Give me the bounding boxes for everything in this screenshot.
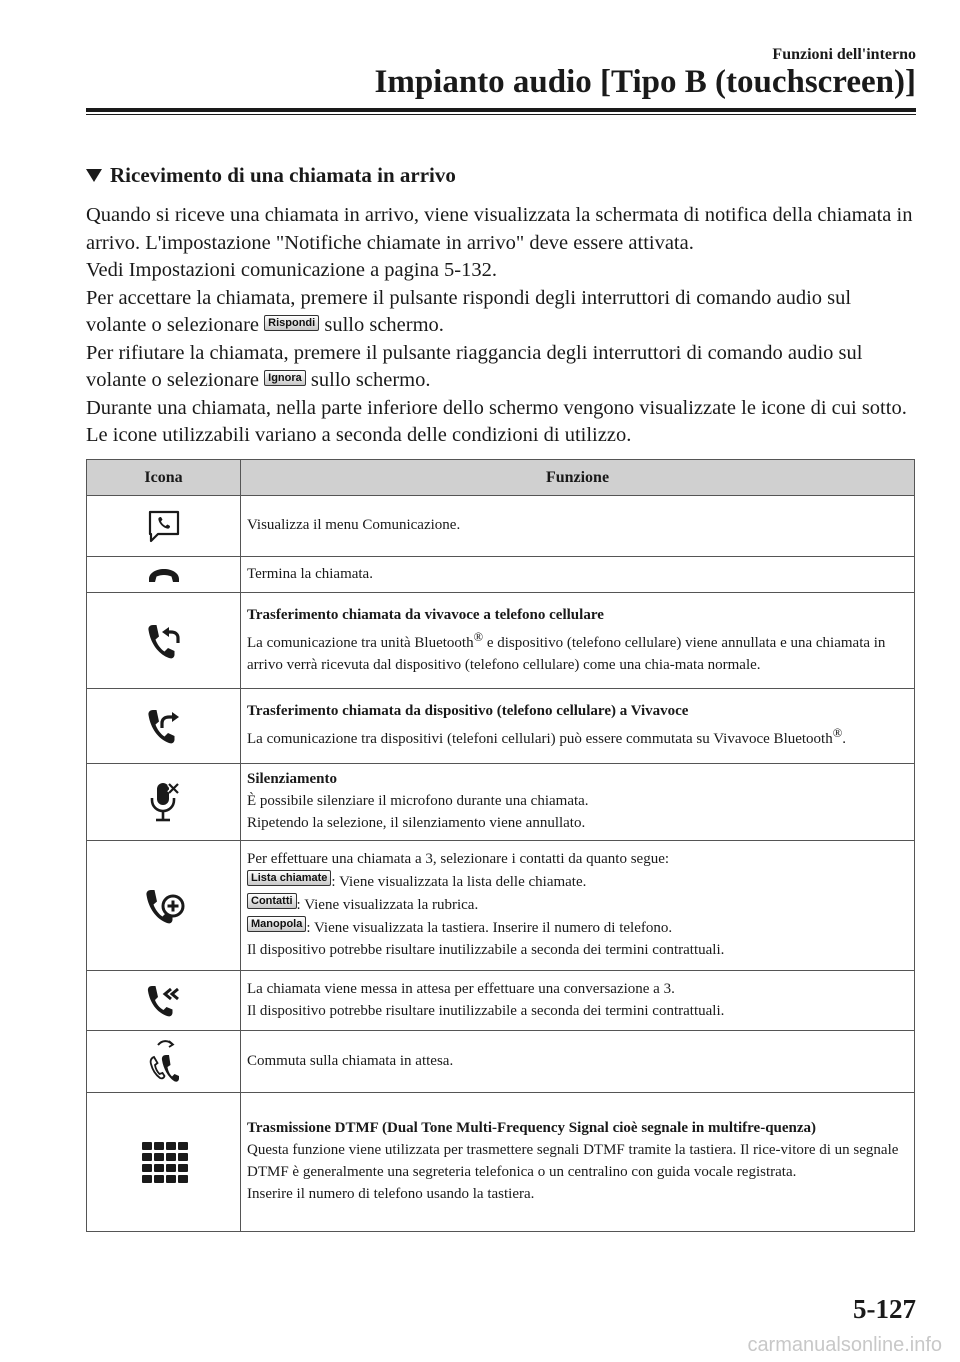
header-divider: [86, 108, 916, 112]
icon-function-table: [86, 459, 915, 1232]
transfer-to-phone-icon: [144, 619, 184, 663]
registered-mark: ®: [832, 726, 843, 740]
intro-text: [86, 202, 916, 450]
table-row: [87, 593, 915, 689]
intro-paragraph: Per rifiutare la chiamata, premere il pulsante riaggancia degli interruttori di comando audio sul volante o selezionare Ignora sullo schermo.: [86, 341, 863, 391]
hang-up-icon: [144, 562, 184, 588]
row-title: Trasferimento chiamata da dispositivo (telefono cellulare) a Vivavoce: [247, 703, 689, 719]
table-row: [87, 1031, 915, 1093]
page-number: 5-127: [853, 1294, 916, 1324]
row-title: Silenziamento: [247, 771, 337, 787]
row-text: Termina la chiamata.: [247, 565, 373, 582]
page-title: Impianto audio [Tipo B (touchscreen)]: [374, 64, 916, 100]
watermark: carmanualsonline.info: [747, 1334, 942, 1356]
intro-paragraph: Durante una chiamata, nella parte inferiore dello schermo vengono visualizzate le icone di cui sotto. Le icone utilizzabili variano a seconda delle condizioni di utilizzo.: [86, 396, 907, 446]
column-header-icon: Icona: [87, 460, 241, 496]
add-call-icon: [142, 884, 186, 928]
header-divider-thin: [86, 114, 916, 115]
row-title: Trasferimento chiamata da vivavoce a telefono cellulare: [247, 606, 604, 623]
section-name: Funzioni dell'interno: [772, 46, 916, 63]
rispondi-button-label: Rispondi: [264, 315, 319, 331]
column-header-function: Funzione: [241, 460, 915, 496]
table-row: [87, 841, 915, 971]
intro-paragraph: Vedi Impostazioni comunicazione a pagina 5-132.: [86, 259, 498, 281]
intro-paragraph: Quando si riceve una chiamata in arrivo, viene visualizzata la schermata di notifica della chiamata in arrivo. L'impostazione "Notifiche chiamate in arrivo" deve essere attivata.: [86, 204, 913, 254]
section-heading-text: Ricevimento di una chiamata in arrivo: [110, 163, 456, 187]
row-title: Trasmissione DTMF (Dual Tone Multi-Frequency Signal cioè segnale in multifre-quenza): [247, 1120, 817, 1136]
hold-call-icon: [144, 981, 184, 1021]
row-text: Il dispositivo potrebbe risultare inutilizzabile a seconda dei termini contrattuali.: [247, 1002, 725, 1019]
row-option: Manopola : Viene visualizzata la tastiera. Inserire il numero di telefono.: [247, 916, 906, 939]
row-text: Commuta sulla chiamata in attesa.: [247, 1052, 454, 1069]
row-text: La comunicazione tra dispositivi (telefoni cellulari) può essere commutata su Vivavoce Bluetooth®.: [247, 726, 846, 747]
row-option: Contatti : Viene visualizzata la rubrica.: [247, 893, 906, 916]
intro-paragraph: Per accettare la chiamata, premere il pulsante rispondi degli interruttori di comando audio sul volante o selezionare Rispondi sullo schermo.: [86, 286, 852, 336]
row-option: Lista chiamate : Viene visualizzata la lista delle chiamate.: [247, 870, 906, 893]
row-text: Visualizza il menu Comunicazione.: [247, 517, 461, 533]
manopola-button-label: Manopola: [247, 916, 306, 932]
table-row: [87, 689, 915, 764]
contatti-button-label: Contatti: [247, 893, 297, 909]
row-text: Inserire il numero di telefono usando la tastiera.: [247, 1186, 535, 1202]
row-text: Il dispositivo potrebbe risultare inutilizzabile a seconda dei termini contrattuali.: [247, 942, 725, 958]
row-text: Ripetendo la selezione, il silenziamento viene annullato.: [247, 815, 586, 831]
table-row: [87, 764, 915, 841]
row-text: Questa funzione viene utilizzata per trasmettere segnali DTMF tramite la tastiera. Il rice-vitore di un segnale DTMF è generalmente una segreteria telefonica o un centralino con guida vocale registrata.: [247, 1142, 899, 1180]
table-row: [87, 496, 915, 557]
table-header-row: [87, 460, 915, 496]
swap-call-icon: [142, 1037, 186, 1087]
row-text: È possibile silenziare il microfono durante una chiamata.: [247, 793, 589, 809]
table-row: [87, 971, 915, 1031]
row-text: Per effettuare una chiamata a 3, selezionare i contatti da quanto segue:: [247, 851, 670, 867]
registered-mark: ®: [473, 629, 484, 644]
ignora-button-label: Ignora: [264, 370, 306, 386]
row-text: La chiamata viene messa in attesa per effettuare una conversazione a 3.: [247, 980, 675, 997]
table-row: [87, 1093, 915, 1232]
section-heading: [86, 163, 456, 188]
keypad-icon: [139, 1139, 189, 1185]
row-text: La comunicazione tra unità Bluetooth® e dispositivo (telefono cellulare) viene annullata e una chiamata in arrivo verrà ricevuta dal dispositivo (telefono cellulare) come una chia-mata normale.: [247, 629, 886, 673]
table-row: [87, 557, 915, 593]
triangle-bullet-icon: [86, 169, 102, 182]
mute-microphone-icon: [144, 779, 184, 825]
phone-menu-icon: [144, 506, 184, 546]
lista-chiamate-button-label: Lista chiamate: [247, 870, 331, 886]
transfer-to-handsfree-icon: [144, 704, 184, 748]
